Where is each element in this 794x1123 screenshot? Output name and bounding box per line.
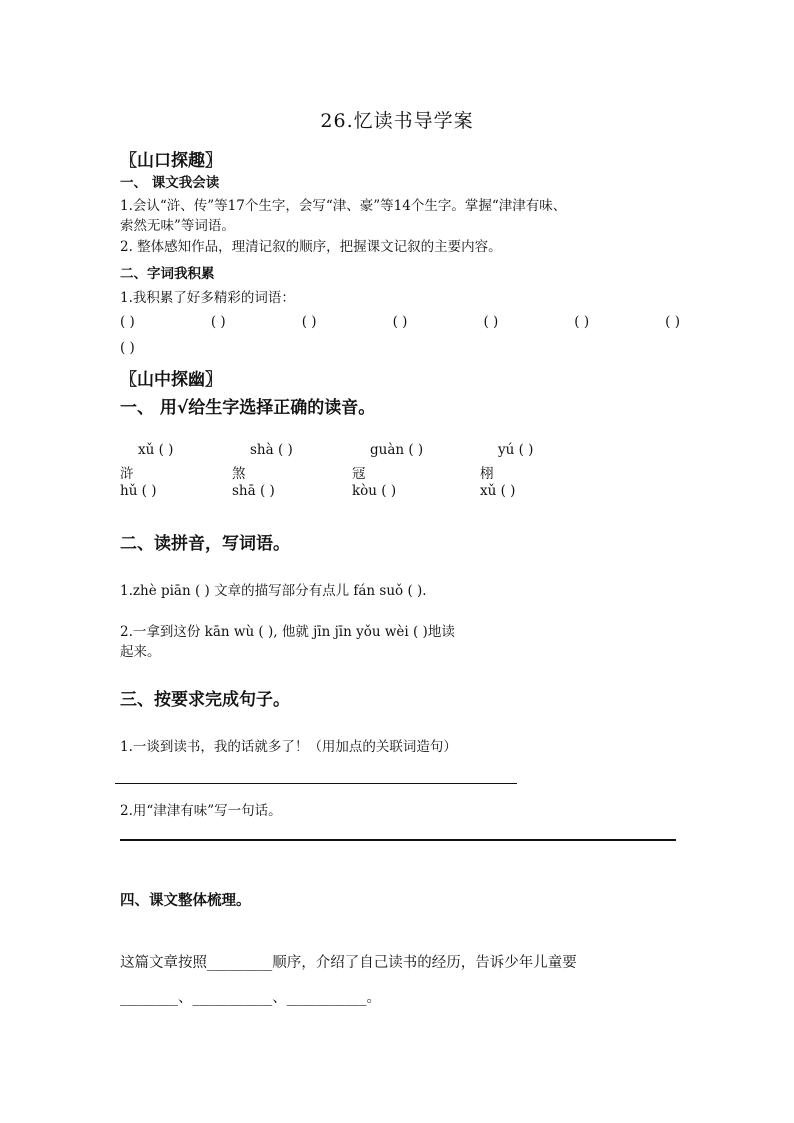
subsection-read-heading: 一、 课文我会读: [120, 175, 220, 191]
question-3-heading: 三、按要求完成句子。: [120, 690, 290, 710]
pinyin-option[interactable]: xǔ ( ): [138, 442, 174, 458]
section-heading-shanzhong: 〖山中探幽〗: [120, 370, 222, 390]
pinyin-option[interactable]: guàn ( ): [370, 442, 424, 458]
question-3-line-1: 1.一谈到读书，我的话就多了！（用加点的关联词造句）: [120, 739, 457, 755]
pinyin-option[interactable]: kòu ( ): [352, 483, 397, 499]
question-2-heading: 二、读拼音，写词语。: [120, 534, 290, 554]
pinyin-option[interactable]: xǔ ( ): [480, 483, 516, 499]
page-title: 26.忆读书导学案: [320, 110, 474, 132]
question-3-line-2: 2.用“津津有味”写一句话。: [120, 803, 282, 819]
pinyin-option[interactable]: yú ( ): [498, 442, 534, 458]
question-2-line-2-cont: 起来。: [120, 644, 161, 660]
character: 栩: [480, 466, 494, 482]
word-blank[interactable]: ( ): [483, 314, 499, 330]
question-1-heading: 一、 用√给生字选择正确的读音。: [120, 398, 376, 418]
words-prompt: 1.我积累了好多精彩的词语：: [120, 290, 295, 306]
objective-line-1: 1.会认“浒、传”等17个生字，会写“津、豪”等14个生字。掌握“津津有味、: [120, 198, 567, 214]
section-heading-shankou: 〖山口探趣〗: [120, 151, 222, 171]
pinyin-option[interactable]: shā ( ): [232, 483, 275, 499]
character: 浒: [120, 466, 134, 482]
word-blank[interactable]: ( ): [210, 314, 226, 330]
objective-line-2: 索然无味”等词语。: [120, 218, 235, 234]
word-blank[interactable]: ( ): [120, 340, 135, 356]
character: 煞: [232, 466, 246, 482]
word-blank[interactable]: ( ): [574, 314, 590, 330]
question-2-line-2: 2.一拿到这份 kān wù ( ), 他就 jīn jīn yǒu wèi ( )地读: [120, 624, 455, 640]
word-blank[interactable]: ( ): [120, 314, 135, 330]
subsection-words-heading: 二、字词我积累: [120, 266, 215, 282]
word-blank[interactable]: ( ): [665, 314, 680, 330]
word-blank[interactable]: ( ): [301, 314, 317, 330]
pinyin-option[interactable]: hǔ ( ): [120, 483, 157, 499]
pinyin-option[interactable]: shà ( ): [250, 442, 293, 458]
answer-line[interactable]: [115, 783, 517, 784]
question-4-heading: 四、课文整体梳理。: [120, 893, 251, 909]
question-4-line-1: 这篇文章按照_________顺序，介绍了自己读书的经历，告诉少年儿童要: [120, 955, 577, 971]
answer-line[interactable]: [120, 839, 676, 841]
character: 冦: [352, 466, 366, 482]
question-4-line-2: ________、___________、___________。: [120, 990, 381, 1006]
objective-line-3: 2. 整体感知作品，理清记叙的顺序，把握课文记叙的主要内容。: [120, 239, 502, 255]
question-2-line-1: 1.zhè piān ( ) 文章的描写部分有点儿 fán suǒ ( ).: [120, 583, 427, 599]
word-blank[interactable]: ( ): [392, 314, 408, 330]
word-blank-row: [120, 314, 680, 330]
